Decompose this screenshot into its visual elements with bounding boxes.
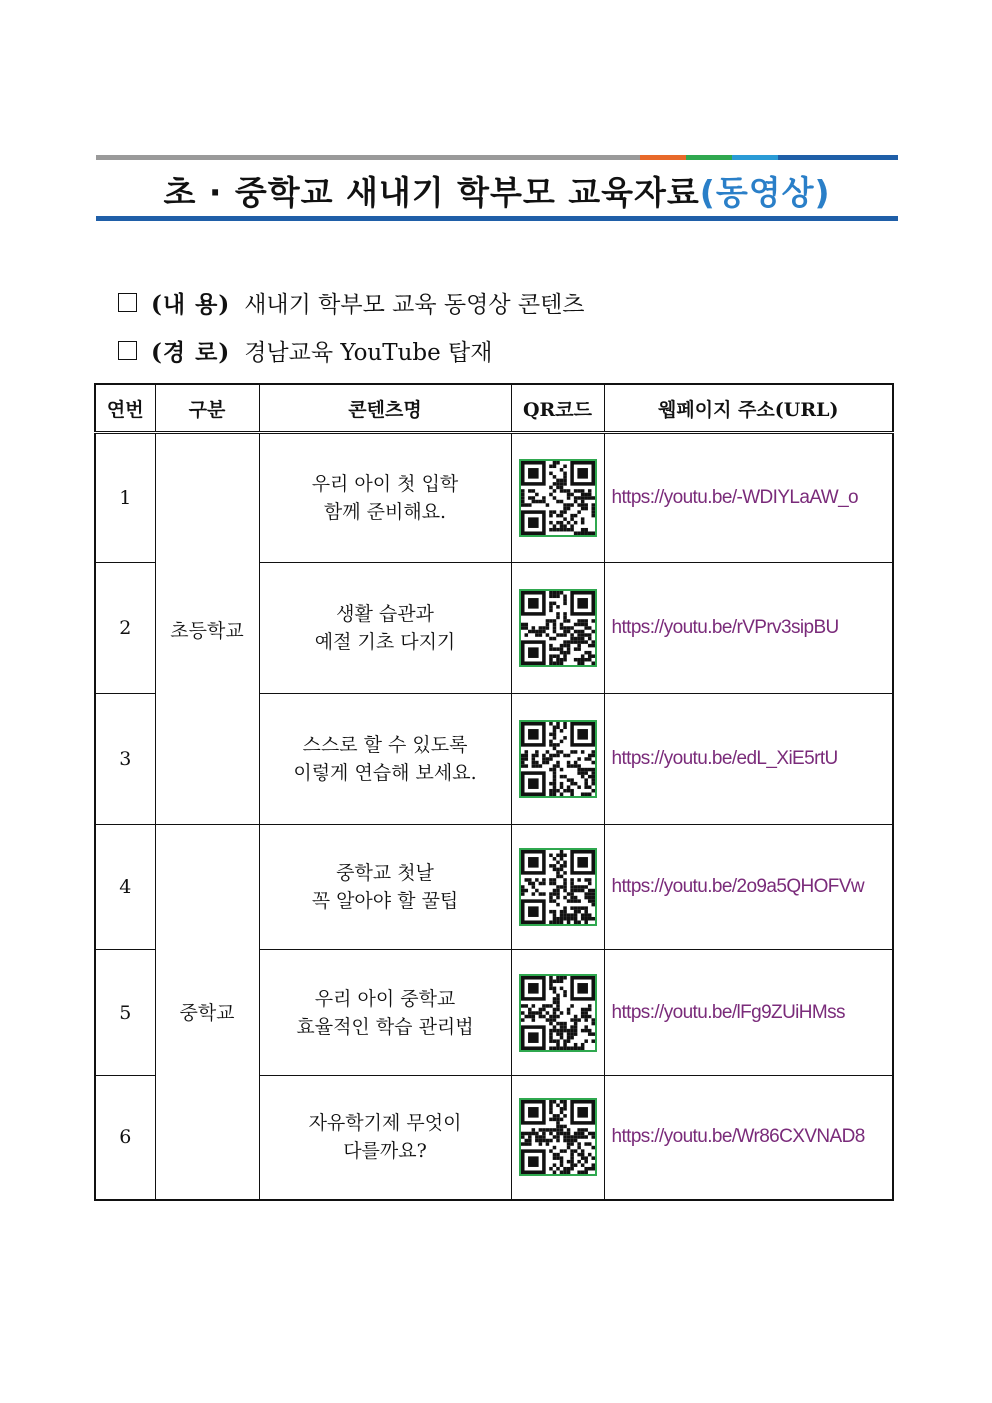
title-bottom-rule — [96, 216, 898, 221]
category-middle: 중학교 — [155, 825, 259, 1200]
row-number: 3 — [95, 694, 155, 825]
url-link[interactable]: https://youtu.be/2o9a5QHOFVw — [604, 825, 893, 950]
checkbox-icon — [118, 341, 137, 360]
header-no: 연번 — [95, 384, 155, 433]
content-title: 우리 아이 중학교 효율적인 학습 관리법 — [259, 950, 511, 1076]
header-category: 구분 — [155, 384, 259, 433]
qr-code-icon[interactable] — [519, 459, 597, 537]
qr-code-icon[interactable] — [519, 589, 597, 667]
qr-cell — [511, 825, 604, 950]
content-title: 중학교 첫날 꼭 알아야 할 꿀팁 — [259, 825, 511, 950]
title-top-rule — [96, 155, 898, 160]
category-elementary: 초등학교 — [155, 433, 259, 825]
url-link[interactable]: https://youtu.be/Wr86CXVNAD8 — [604, 1076, 893, 1200]
title-accent: (동영상) — [699, 173, 831, 212]
qr-code-icon[interactable] — [519, 848, 597, 926]
table-row — [95, 825, 893, 950]
info-text: 새내기 학부모 교육 동영상 콘텐츠 — [244, 292, 585, 318]
qr-code-icon[interactable] — [519, 1098, 597, 1176]
qr-cell — [511, 950, 604, 1076]
header-title: 콘텐츠명 — [259, 384, 511, 433]
url-link[interactable]: https://youtu.be/-WDIYLaAW_o — [604, 433, 893, 563]
row-number: 2 — [95, 563, 155, 694]
content-title: 우리 아이 첫 입학 함께 준비해요. — [259, 433, 511, 563]
content-title: 생활 습관과 예절 기초 다지기 — [259, 563, 511, 694]
title-banner — [96, 155, 898, 221]
table-row — [95, 433, 893, 563]
row-number: 1 — [95, 433, 155, 563]
qr-cell — [511, 694, 604, 825]
url-link[interactable]: https://youtu.be/edL_XiE5rtU — [604, 694, 893, 825]
page-title: 초 · 중학교 새내기 학부모 교육자료(동영상) — [163, 173, 831, 212]
content-title: 스스로 할 수 있도록 이렇게 연습해 보세요. — [259, 694, 511, 825]
qr-cell — [511, 563, 604, 694]
table-header-row — [95, 384, 893, 433]
content-table — [94, 383, 894, 1201]
header-qr: QR코드 — [511, 384, 604, 433]
row-number: 4 — [95, 825, 155, 950]
row-number: 5 — [95, 950, 155, 1076]
url-link[interactable]: https://youtu.be/lFg9ZUiHMss — [604, 950, 893, 1076]
qr-code-icon[interactable] — [519, 720, 597, 798]
info-label: (내 용) — [151, 291, 231, 318]
info-label: (경 로) — [151, 339, 231, 366]
qr-code-icon[interactable] — [519, 974, 597, 1052]
row-number: 6 — [95, 1076, 155, 1200]
info-text: 경남교육 YouTube 탑재 — [244, 340, 493, 366]
info-content — [118, 286, 585, 319]
qr-cell — [511, 1076, 604, 1200]
checkbox-icon — [118, 293, 137, 312]
info-path — [118, 334, 492, 367]
content-title: 자유학기제 무엇이 다를까요? — [259, 1076, 511, 1200]
header-url: 웹페이지 주소(URL) — [604, 384, 893, 433]
url-link[interactable]: https://youtu.be/rVPrv3sipBU — [604, 563, 893, 694]
qr-cell — [511, 433, 604, 563]
